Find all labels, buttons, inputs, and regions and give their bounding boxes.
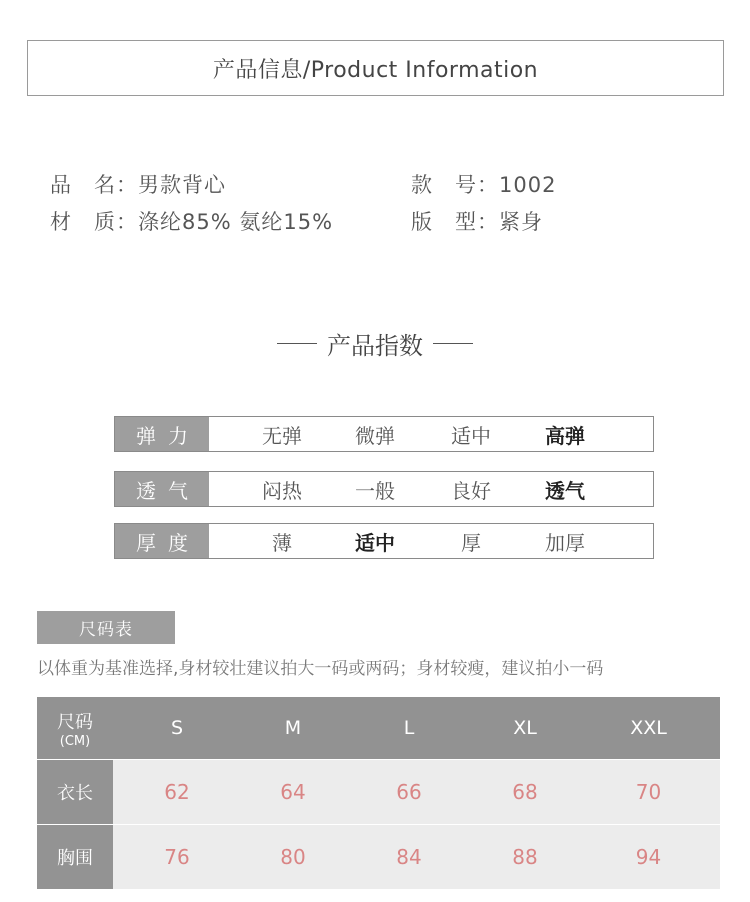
- table-cell: 94: [577, 825, 720, 889]
- header-title: 产品信息/Product Information: [212, 57, 539, 83]
- table-row: [37, 759, 720, 824]
- table-cell: 64: [241, 760, 345, 824]
- table-cell: 66: [345, 760, 473, 824]
- material-value: 涤纶85% 氨纶15%: [138, 210, 334, 234]
- product-index-title: [0, 326, 750, 360]
- table-cell: 84: [345, 825, 473, 889]
- number-value: 1002: [499, 173, 557, 197]
- index-option: 一般: [355, 478, 395, 503]
- info-material-row: [50, 206, 333, 236]
- size-header-cell: XXL: [630, 717, 667, 739]
- fit-value: 紧身: [499, 210, 543, 234]
- size-header-cell: XL: [513, 717, 537, 739]
- index-option: 适中: [355, 530, 395, 555]
- table-cell: 70: [577, 760, 720, 824]
- index-option: 加厚: [545, 530, 585, 555]
- index-row-breathability: [114, 471, 654, 507]
- fit-label: 版 型：: [411, 210, 499, 234]
- title-line-left: [277, 343, 317, 344]
- table-cell: 80: [241, 825, 345, 889]
- material-label: 材 质：: [50, 210, 138, 234]
- product-info-header: [27, 40, 724, 96]
- row-label: 衣长: [37, 760, 113, 824]
- table-row: [37, 824, 720, 889]
- index-option: 闷热: [262, 478, 302, 503]
- table-cell: 68: [473, 760, 577, 824]
- index-label: 透气: [115, 472, 209, 506]
- index-row-thickness: [114, 523, 654, 559]
- size-chart-tag: [37, 611, 175, 644]
- size-chart-tag-text: 尺码表: [79, 620, 133, 640]
- table-cell: 62: [113, 760, 241, 824]
- index-option: 微弹: [355, 423, 395, 448]
- index-option: 良好: [451, 478, 491, 503]
- table-cell: 76: [113, 825, 241, 889]
- size-header-cell: M: [284, 717, 302, 739]
- number-label: 款 号：: [411, 173, 499, 197]
- name-label: 品 名：: [50, 173, 138, 197]
- index-option: 适中: [451, 423, 491, 448]
- size-chart-table: [37, 697, 720, 889]
- corner-unit: (CM): [59, 733, 91, 749]
- row-label: 胸围: [37, 825, 113, 889]
- index-option: 厚: [461, 530, 481, 555]
- size-header-cell: S: [170, 717, 184, 739]
- index-option: 透气: [545, 478, 585, 503]
- index-label: 弹力: [115, 417, 209, 451]
- title-line-right: [433, 343, 473, 344]
- info-name-row: [50, 169, 226, 199]
- info-number-row: [411, 169, 556, 199]
- index-row-elasticity: [114, 416, 654, 452]
- index-option: 无弹: [262, 423, 302, 448]
- corner-label: 尺码: [57, 711, 93, 733]
- product-index-title-text: 产品指数: [327, 331, 423, 360]
- size-chart-note: 以体重为基准选择,身材较壮建议拍大一码或两码；身材较瘦，建议拍小一码: [37, 659, 604, 679]
- size-corner-cell: [37, 697, 113, 759]
- index-option: 薄: [272, 530, 292, 555]
- info-fit-row: [411, 206, 543, 236]
- index-label: 厚度: [115, 524, 209, 558]
- size-table-header-row: [37, 697, 720, 759]
- name-value: 男款背心: [138, 173, 226, 197]
- size-header-cell: L: [403, 717, 415, 739]
- table-cell: 88: [473, 825, 577, 889]
- index-option: 高弹: [545, 423, 585, 448]
